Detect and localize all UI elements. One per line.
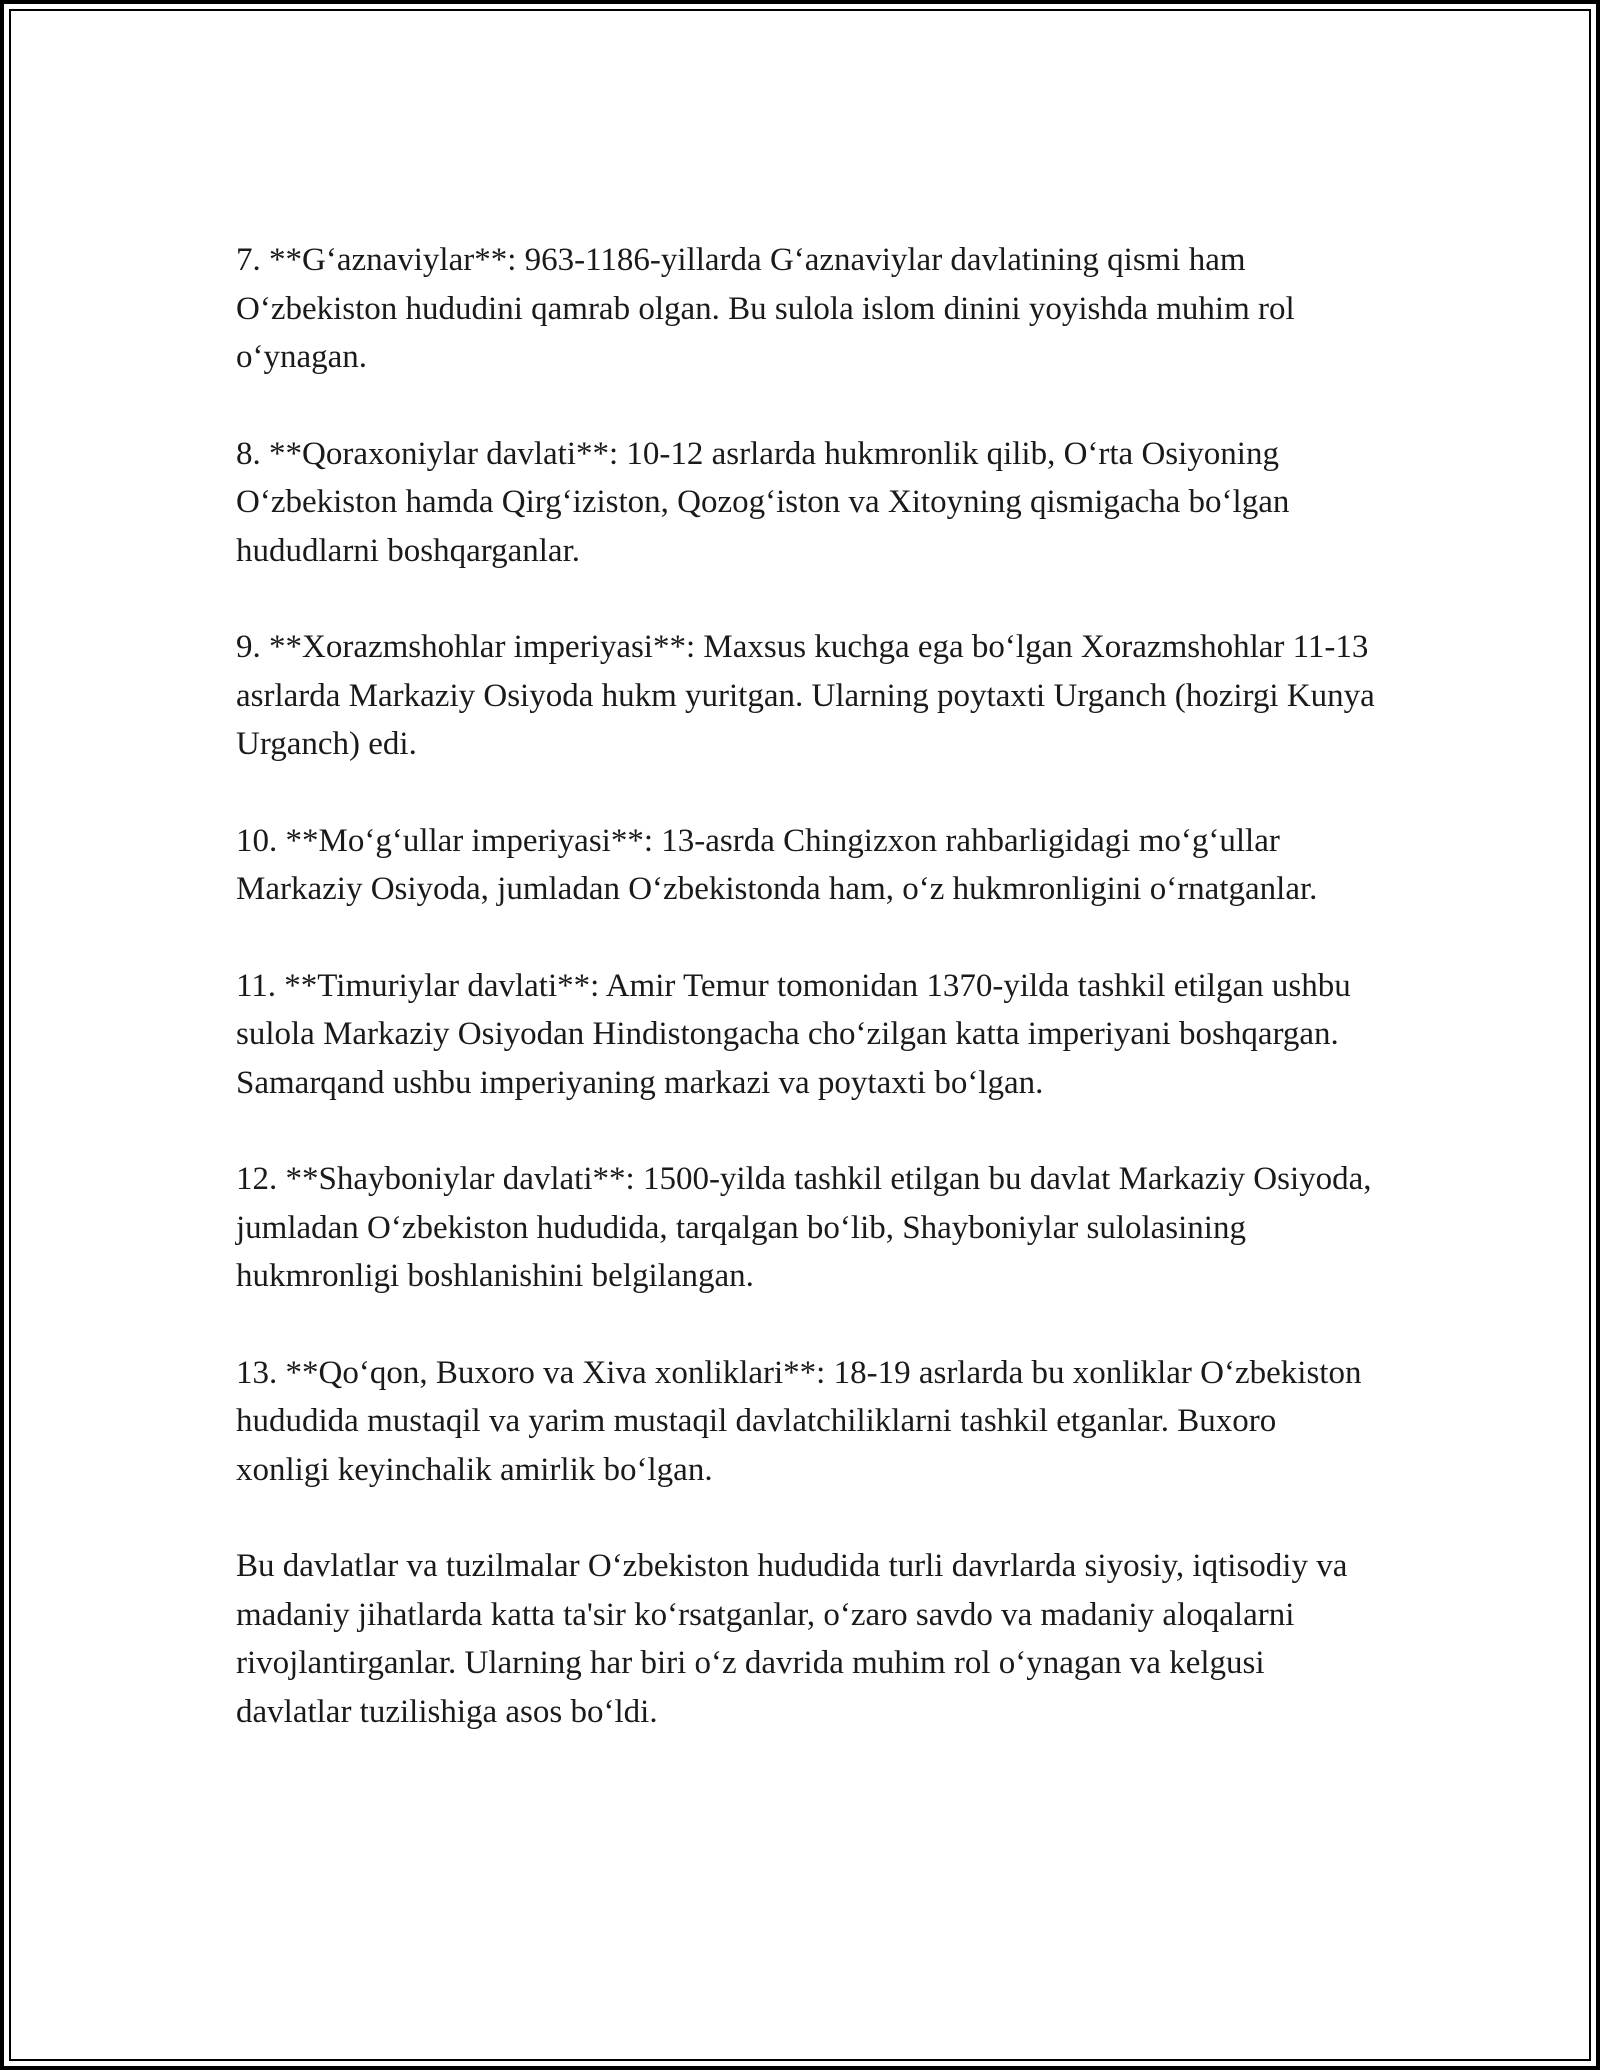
paragraph-item-8: 8. **Qoraxoniylar davlati**: 10-12 asrlarda hukmronlik qilib, O‘rta Osiyoning O‘zbekiston hamda Qirg‘iziston, Qozog‘iston va Xitoyning qismigacha bo‘lgan hududlarni boshqarganlar.	[236, 435, 1290, 569]
paragraph-item-9: 9. **Xorazmshohlar imperiyasi**: Maxsus kuchga ega bo‘lgan Xorazmshohlar 11-13 asrlarda Markaziy Osiyoda hukm yuritgan. Ularning poytaxti Urganch (hozirgi Kunya Urganch) edi.	[236, 629, 1375, 762]
paragraph-item-13: 13. **Qo‘qon, Buxoro va Xiva xonliklari**: 18-19 asrlarda bu xonliklar O‘zbekiston hududida mustaqil va yarim mustaqil davlatchiliklarni tashkil etganlar. Buxoro xonligi keyinchalik amirlik bo‘lgan.	[236, 1354, 1362, 1488]
conclusion-paragraph: Bu davlatlar va tuzilmalar O‘zbekiston hududida turli davrlarda siyosiy, iqtisodiy va madaniy jihatlarda katta ta'sir ko‘rsatganlar, o‘zaro savdo va madaniy aloqalarni rivojlantirganlar. Ularning har biri o‘z davrida muhim rol o‘ynagan va kelgusi davlatlar tuzilishiga asos bo‘ldi.	[236, 1548, 1348, 1730]
paragraph-item-11: 11. **Timuriylar davlati**: Amir Temur tomonidan 1370-yilda tashkil etilgan ushbu sulola Markaziy Osiyodan Hindistongacha cho‘zilgan katta imperiyani boshqargan. Samarqand ushbu imperiyaning markazi va poytaxti bo‘lgan.	[236, 967, 1351, 1101]
document-body	[236, 236, 1376, 1736]
paragraph-item-12: 12. **Shayboniylar davlati**: 1500-yilda tashkil etilgan bu davlat Markaziy Osiyoda, jumladan O‘zbekiston hududida, tarqalgan bo‘lib, Shayboniylar sulolasining hukmronligi boshlanishini belgilangan.	[236, 1161, 1372, 1294]
paragraph-item-10: 10. **Mo‘g‘ullar imperiyasi**: 13-asrda Chingizxon rahbarligidagi mo‘g‘ullar Markaziy Osiyoda, jumladan O‘zbekistonda ham, o‘z hukmronligini o‘rnatganlar.	[236, 822, 1318, 907]
paragraph-item-7: 7. **G‘aznaviylar**: 963-1186-yillarda G‘aznaviylar davlatining qismi ham O‘zbekiston hududini qamrab olgan. Bu sulola islom dinini yoyishda muhim rol o‘ynagan.	[236, 242, 1295, 375]
